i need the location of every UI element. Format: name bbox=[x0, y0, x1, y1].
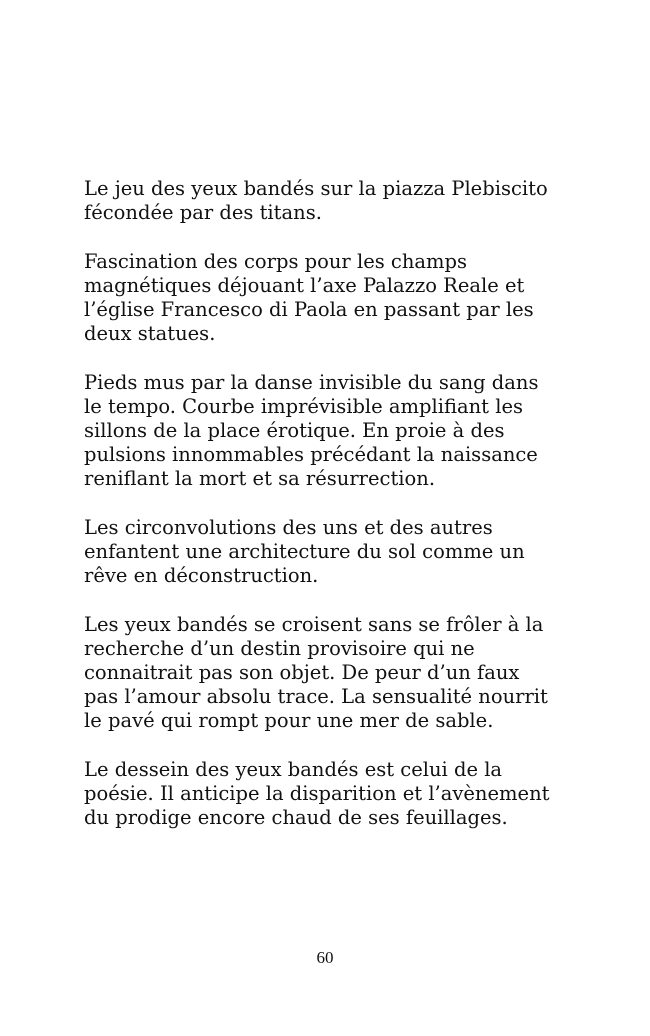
text-line: magnétiques déjouant l’axe Palazzo Reale et bbox=[84, 273, 525, 297]
text-line: rêve en déconstruction. bbox=[84, 564, 319, 588]
text-line: l’église Francesco di Paola en passant par les bbox=[84, 298, 534, 321]
text-line: Le dessein des yeux bandés est celui de la bbox=[84, 757, 503, 781]
text-line: deux statues. bbox=[84, 322, 216, 346]
paragraph-1 bbox=[84, 177, 574, 225]
text-line: du prodige encore chaud de ses feuillages. bbox=[84, 806, 508, 830]
poem-text bbox=[84, 177, 574, 855]
text-line: pas l’amour absolu trace. La sensualité nourrit bbox=[84, 685, 548, 709]
text-line: Fascination des corps pour les champs bbox=[84, 249, 468, 273]
paragraph-3 bbox=[84, 371, 574, 492]
text-line: fécondée par des titans. bbox=[84, 201, 322, 225]
paragraph-4 bbox=[84, 516, 574, 589]
text-line: poésie. Il anticipe la disparition et l’avènement bbox=[84, 782, 550, 805]
text-line: Pieds mus par la danse invisible du sang dans bbox=[84, 370, 539, 394]
text-line: le pavé qui rompt pour une mer de sable. bbox=[84, 709, 494, 733]
text-line: Les circonvolutions des uns et des autres bbox=[84, 515, 493, 539]
text-line: Les yeux bandés se croisent sans se frôler à la bbox=[84, 612, 544, 636]
text-line: le tempo. Courbe imprévisible amplifiant les bbox=[84, 394, 523, 418]
text-line: connaitrait pas son objet. De peur d’un faux bbox=[84, 661, 520, 684]
text-line: recherche d’un destin provisoire qui ne bbox=[84, 636, 475, 660]
paragraph-6 bbox=[84, 758, 574, 831]
paragraph-2 bbox=[84, 250, 574, 347]
text-line: Le jeu des yeux bandés sur la piazza Plebiscito bbox=[84, 177, 548, 200]
text-line: sillons de la place érotique. En proie à des bbox=[84, 419, 505, 442]
text-line: enfantent une architecture du sol comme un bbox=[84, 540, 525, 563]
text-line: pulsions innommables précédant la naissance bbox=[84, 443, 538, 467]
page-number: 60 bbox=[316, 948, 334, 967]
text-line: reniflant la mort et sa résurrection. bbox=[84, 467, 436, 491]
paragraph-5 bbox=[84, 613, 574, 734]
